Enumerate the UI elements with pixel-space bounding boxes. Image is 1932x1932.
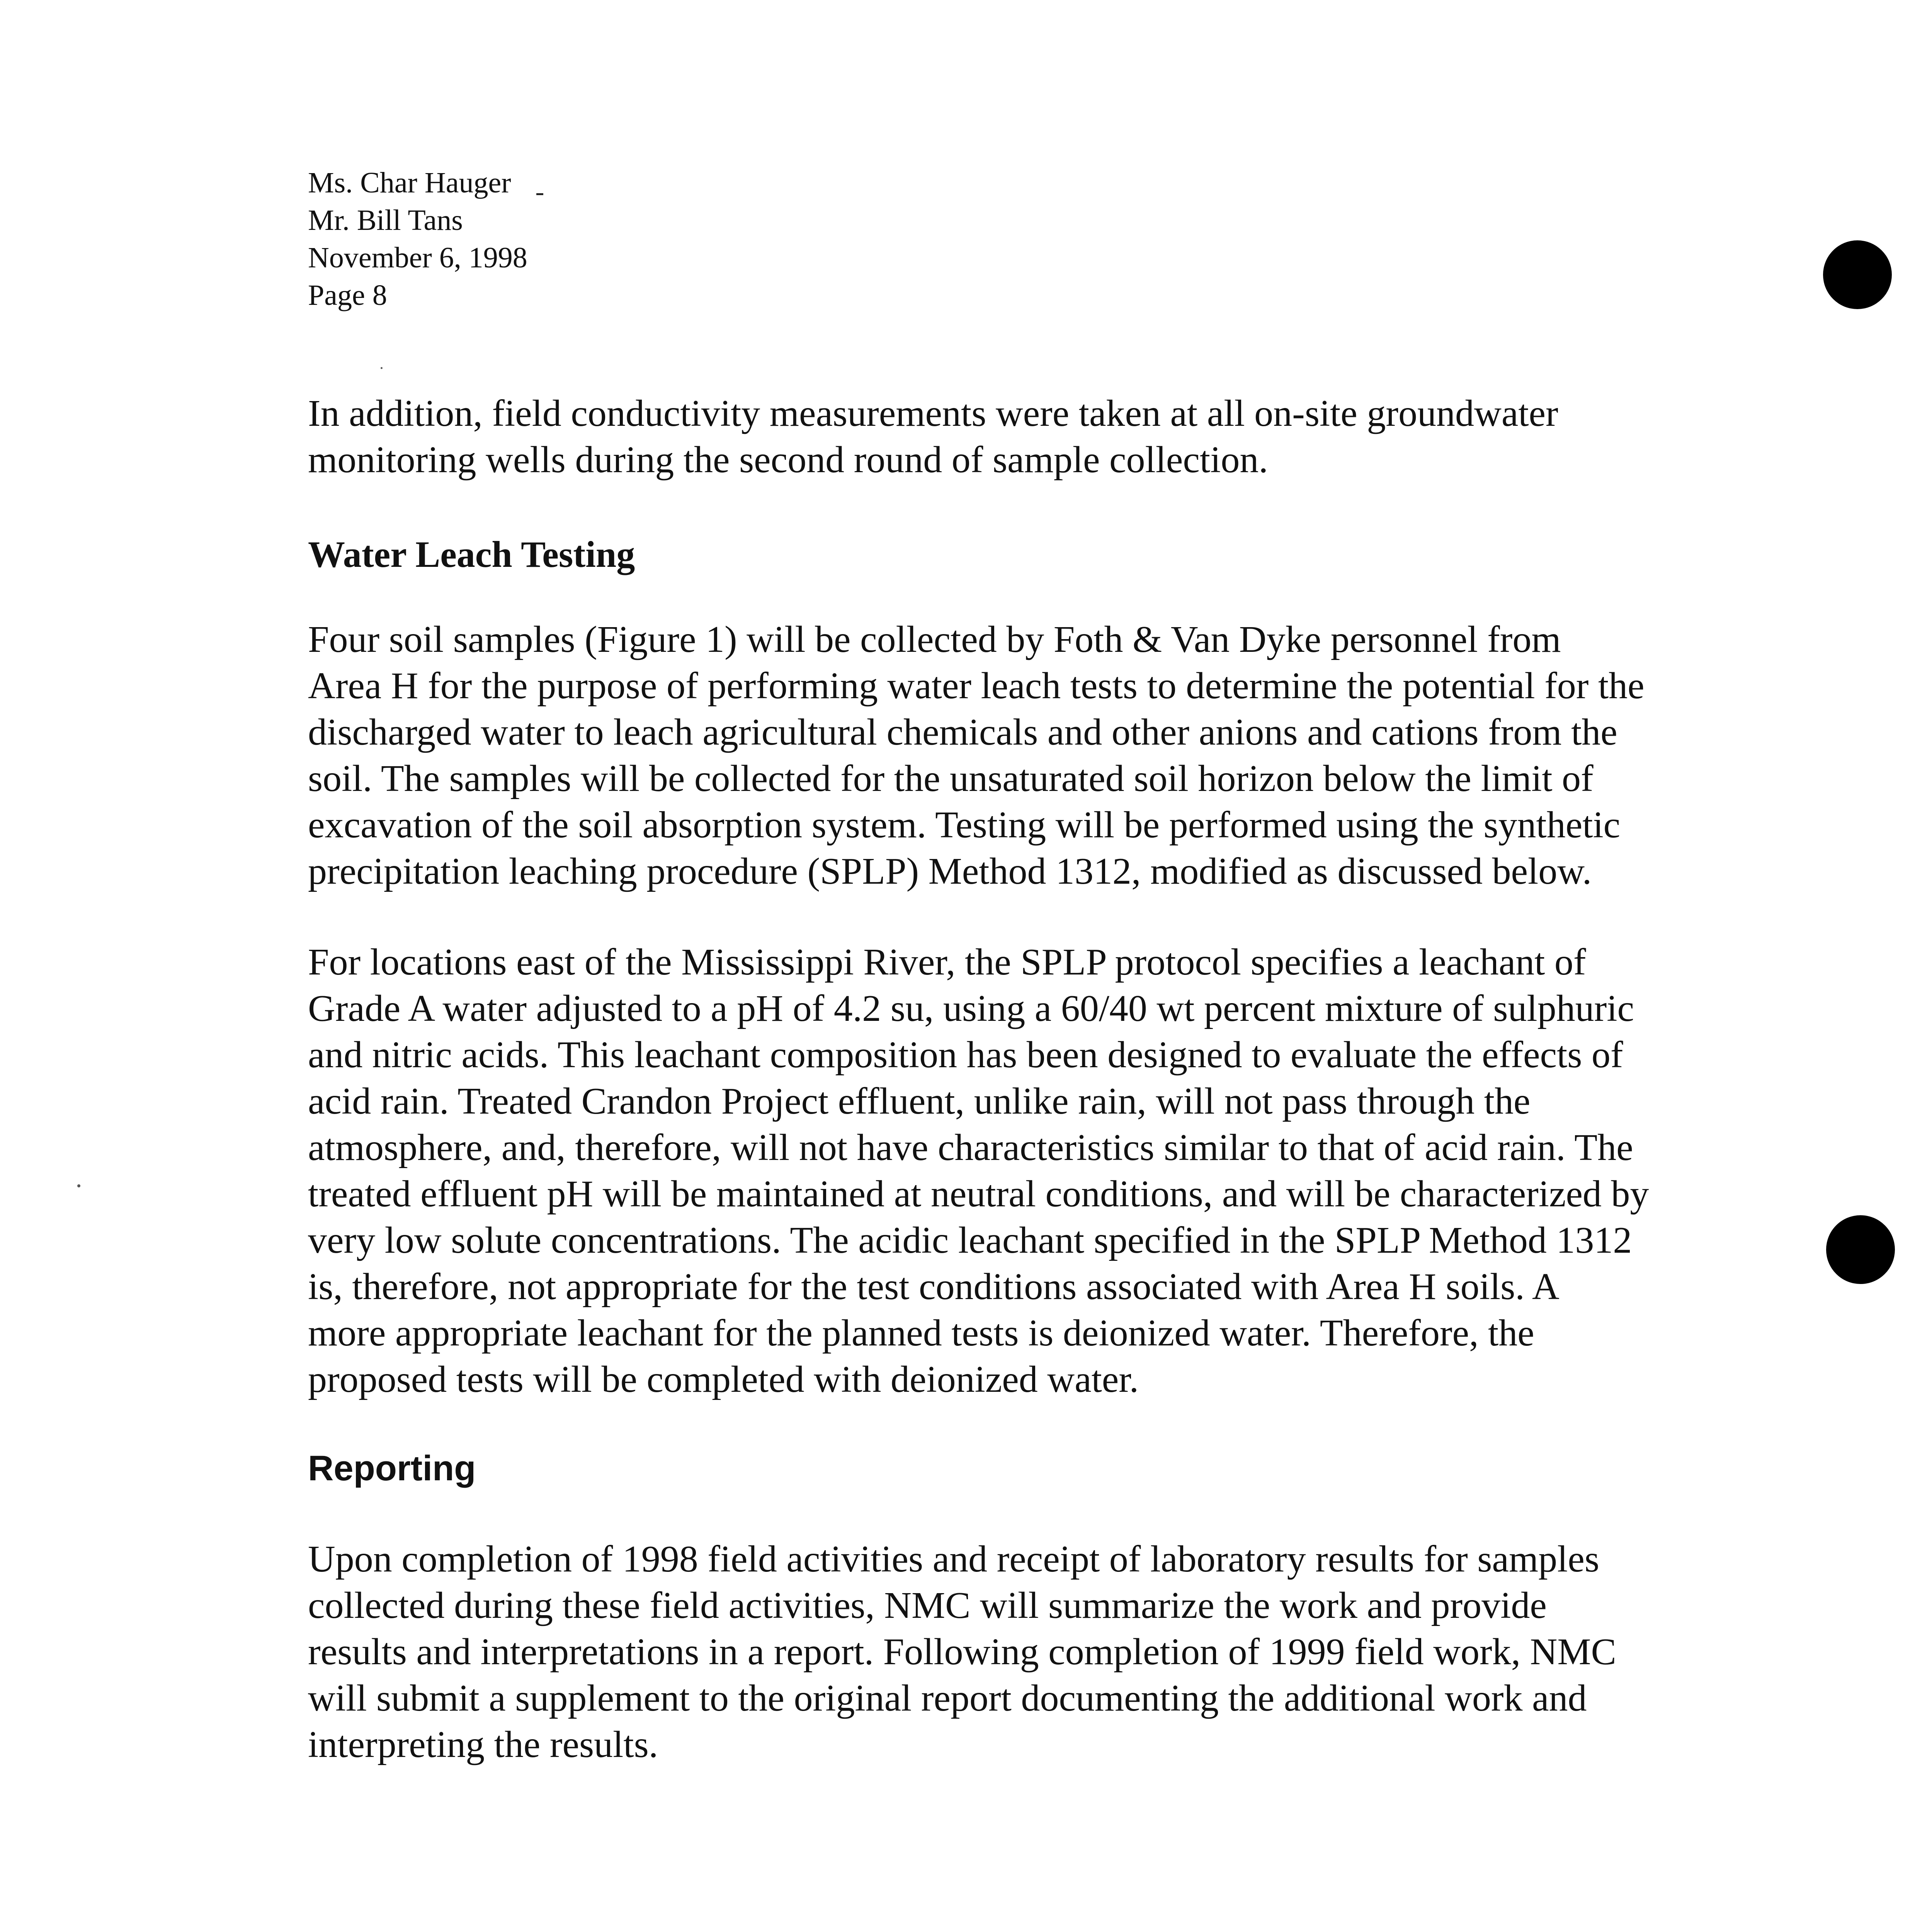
scan-mark (536, 193, 543, 195)
section-heading-reporting: Reporting (308, 1449, 476, 1488)
text-line: treated effluent pH will be maintained at neutral conditions, and will be characterized by (308, 1173, 1649, 1215)
scan-speck (77, 1184, 80, 1187)
text-line: atmosphere, and, therefore, will not have characteristics similar to that of acid rain. The (308, 1127, 1633, 1168)
text-line: excavation of the soil absorption system. Testing will be performed using the synthetic (308, 804, 1621, 846)
water-leach-paragraph-2 (308, 939, 1699, 1403)
scan-speck (381, 367, 383, 369)
text-line: monitoring wells during the second round of sample collection. (308, 439, 1268, 481)
page-number: Page 8 (308, 279, 387, 311)
text-line: Four soil samples (Figure 1) will be collected by Foth & Van Dyke personnel from (308, 619, 1561, 660)
text-line: and nitric acids. This leachant composition has been designed to evaluate the effects of (308, 1034, 1623, 1076)
intro-paragraph (308, 390, 1699, 483)
text-line: Area H for the purpose of performing water leach tests to determine the potential for the (308, 665, 1645, 707)
text-line: Grade A water adjusted to a pH of 4.2 su, using a 60/40 wt percent mixture of sulphuric (308, 988, 1634, 1029)
punch-hole-middle (1826, 1215, 1895, 1284)
text-line: results and interpretations in a report. Following completion of 1999 field work, NMC (308, 1631, 1616, 1673)
text-line: interpreting the results. (308, 1724, 658, 1765)
text-line: For locations east of the Mississippi River, the SPLP protocol specifies a leachant of (308, 941, 1586, 983)
water-leach-paragraph-1 (308, 616, 1699, 895)
letter-date: November 6, 1998 (308, 242, 527, 274)
section-heading-water-leach: Water Leach Testing (308, 534, 635, 575)
text-line: proposed tests will be completed with deionized water. (308, 1359, 1139, 1400)
text-line: very low solute concentrations. The acidic leachant specified in the SPLP Method 1312 (308, 1219, 1632, 1261)
text-line: discharged water to leach agricultural chemicals and other anions and cations from the (308, 711, 1617, 753)
text-line: will submit a supplement to the original report documenting the additional work and (308, 1677, 1587, 1719)
recipient-2: Mr. Bill Tans (308, 204, 463, 236)
text-line: soil. The samples will be collected for the unsaturated soil horizon below the limit of (308, 758, 1594, 799)
text-line: precipitation leaching procedure (SPLP) Method 1312, modified as discussed below. (308, 850, 1592, 892)
text-line: more appropriate leachant for the planned tests is deionized water. Therefore, the (308, 1312, 1534, 1354)
punch-hole-top (1823, 240, 1892, 309)
recipient-1: Ms. Char Hauger (308, 167, 511, 199)
text-line: is, therefore, not appropriate for the test conditions associated with Area H soils. A (308, 1266, 1560, 1308)
text-line: In addition, field conductivity measurements were taken at all on-site groundwater (308, 393, 1558, 434)
letter-header (308, 164, 527, 314)
reporting-paragraph (308, 1536, 1699, 1768)
text-line: acid rain. Treated Crandon Project effluent, unlike rain, will not pass through the (308, 1080, 1531, 1122)
text-line: Upon completion of 1998 field activities and receipt of laboratory results for samples (308, 1538, 1599, 1580)
text-line: collected during these field activities, NMC will summarize the work and provide (308, 1585, 1547, 1626)
